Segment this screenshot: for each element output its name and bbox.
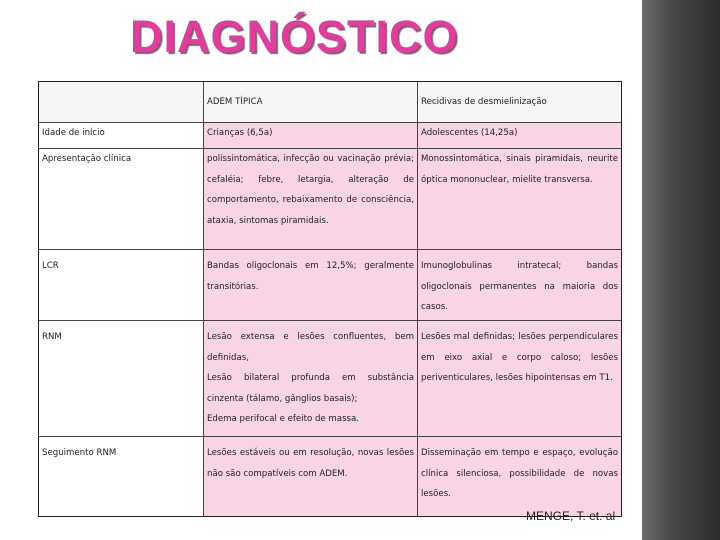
- cell-recid-idade: Adolescentes (14,25a): [418, 123, 621, 148]
- row-divider: [39, 249, 621, 250]
- cell-adem-lcr: Bandas oligoclonais em 12,5%; geralmente transitórias.: [204, 250, 417, 320]
- row-divider: [39, 122, 621, 123]
- cell-recid-lcr: Imunoglobulinas intratecal; bandas oligoclonais permanentes na maioria dos casos.: [418, 250, 621, 320]
- page-title: DIAGNÓSTICO: [130, 11, 459, 62]
- column-divider: [203, 82, 204, 516]
- header-corner: [39, 82, 203, 122]
- cell-recid-rnm: Lesões mal definidas; lesões perpendiculares em eixo axial e corpo caloso; lesões periventiculares, lesões hipointensas em T1.: [418, 321, 621, 436]
- cell-adem-seguimento: Lesões estáveis ou em resolução, novas lesões não são compatíveis com ADEM.: [204, 437, 417, 516]
- adem-rnm-line3: Edema perifocal e efeito de massa.: [207, 414, 360, 424]
- header-adem: ADEM TÍPICA: [204, 82, 417, 122]
- cell-adem-apresentacao: polissintomática, infecção ou vacinação prévia; cefaléia; febre, letargia, alteração de comportamento, rebaixamento de consciência, ataxia, sintomas piramidais.: [204, 149, 417, 249]
- header-recidivas: Recidivas de desmielinização: [418, 82, 621, 122]
- cell-recid-apresentacao: Monossintomática, sinais piramidais, neurite óptica mononuclear, mielite transversa.: [418, 149, 621, 249]
- row-label-idade: Idade de início: [39, 123, 203, 148]
- row-label-seguimento: Seguimento RNM: [39, 437, 203, 516]
- diagnosis-table: [38, 81, 622, 517]
- adem-rnm-line1: Lesão extensa e lesões confluentes, bem definidas,: [207, 332, 414, 363]
- cell-adem-rnm: [204, 321, 417, 436]
- column-divider: [417, 82, 418, 516]
- row-divider: [39, 148, 621, 149]
- row-label-lcr: LCR: [39, 250, 203, 320]
- decorative-sidebar: [642, 0, 720, 540]
- row-label-rnm: RNM: [39, 321, 203, 436]
- row-divider: [39, 436, 621, 437]
- reference-citation: MENGE, T. et. al: [526, 509, 616, 523]
- cell-recid-seguimento: Disseminação em tempo e espaço, evolução clínica silenciosa, possibilidade de novas lesões.: [418, 437, 621, 516]
- row-divider: [39, 320, 621, 321]
- row-label-apresentacao: Apresentação clínica: [39, 149, 203, 249]
- cell-adem-idade: Crianças (6,5a): [204, 123, 417, 148]
- adem-rnm-line2: Lesão bilateral profunda em substância cinzenta (tálamo, gânglios basais);: [207, 373, 414, 404]
